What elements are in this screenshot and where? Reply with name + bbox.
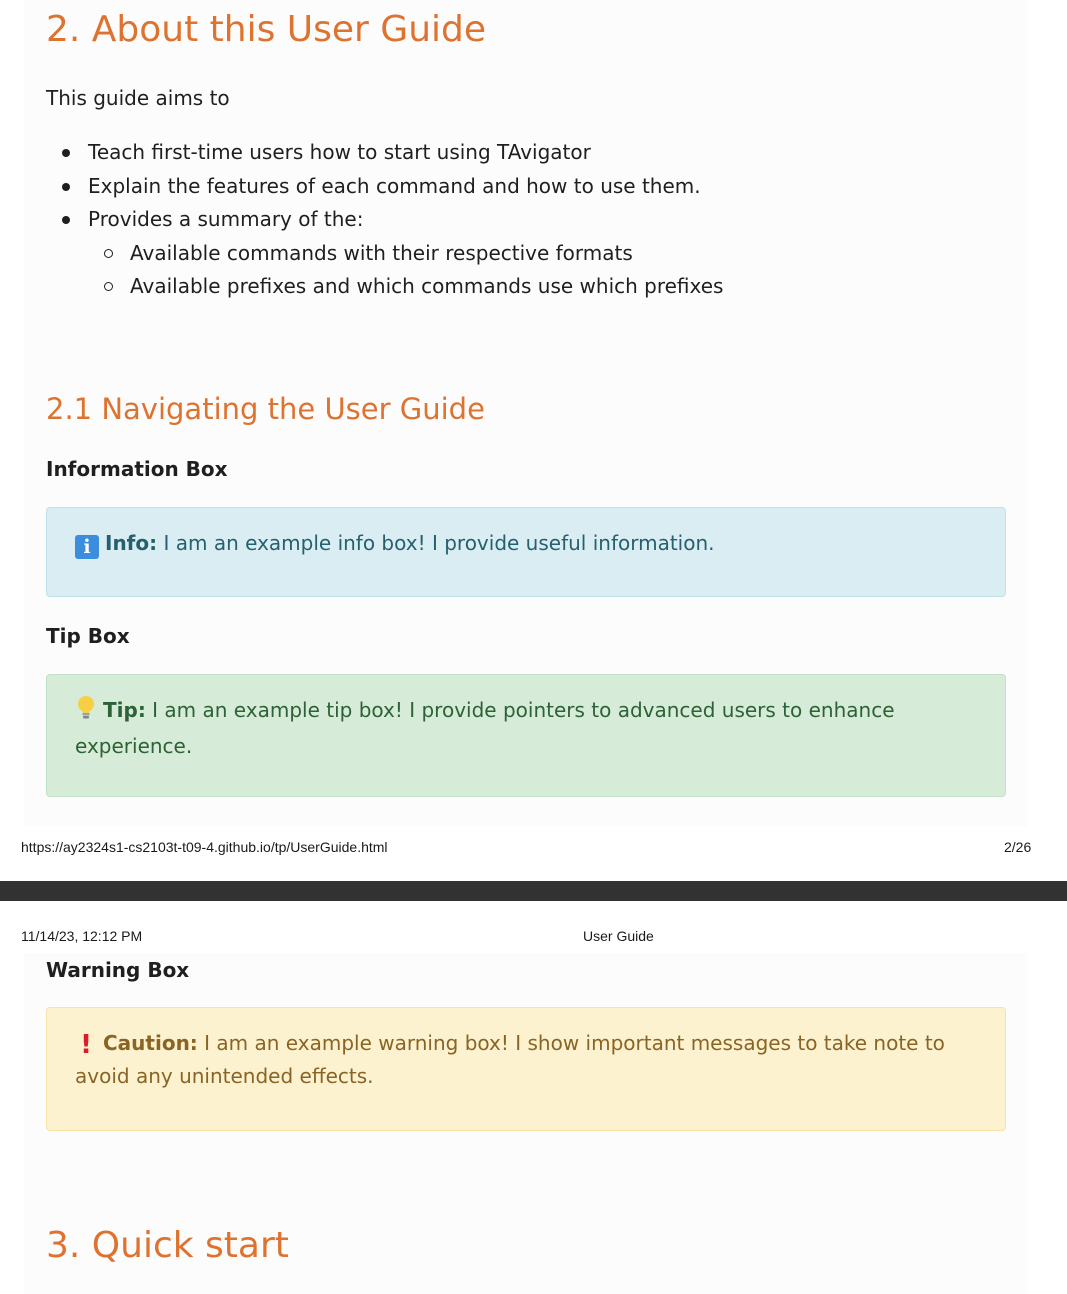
info-box-heading: Information Box xyxy=(46,457,228,481)
warning-label: Caution: xyxy=(103,1031,198,1055)
page-number: 2/26 xyxy=(1004,839,1032,855)
print-url: https://ay2324s1-cs2103t-t09-4.github.io/tp/UserGuide.html xyxy=(21,839,388,855)
exclamation-icon: ! xyxy=(80,1030,92,1060)
warning-text: I am an example warning box! I show important messages to take note to avoid any unintended effects. xyxy=(75,1031,945,1088)
list-item: Explain the features of each command and how to use them. xyxy=(46,170,946,204)
section-2-intro: This guide aims to xyxy=(46,86,230,110)
warning-box-heading: Warning Box xyxy=(46,958,190,982)
bullet-dot xyxy=(62,149,70,157)
info-box xyxy=(46,507,1006,597)
page-separator xyxy=(0,881,1067,901)
warning-box xyxy=(46,1007,1006,1131)
lightbulb-icon xyxy=(75,694,97,730)
info-icon: i xyxy=(75,535,99,559)
aims-list xyxy=(46,136,946,304)
bullet-circle xyxy=(104,249,113,258)
bullet-dot xyxy=(62,216,70,224)
bullet-dot xyxy=(62,183,70,191)
print-datetime: 11/14/23, 12:12 PM xyxy=(21,928,143,944)
list-item: Teach first-time users how to start using TAvigator xyxy=(46,136,946,170)
sub-list-item: Available commands with their respective formats xyxy=(46,237,946,271)
print-doc-title: User Guide xyxy=(583,928,654,944)
sub-list-item: Available prefixes and which commands use which prefixes xyxy=(46,270,946,304)
section-3-title: 3. Quick start xyxy=(46,1225,289,1266)
tip-box-heading: Tip Box xyxy=(46,624,130,648)
tip-text: I am an example tip box! I provide pointers to advanced users to enhance experience. xyxy=(75,698,895,758)
list-item: Provides a summary of the: xyxy=(46,203,946,237)
section-2-title: 2. About this User Guide xyxy=(46,9,487,50)
info-label: Info: xyxy=(105,531,158,555)
tip-box xyxy=(46,674,1006,797)
section-2-1-title: 2.1 Navigating the User Guide xyxy=(46,392,485,426)
bullet-circle xyxy=(104,282,113,291)
tip-label: Tip: xyxy=(103,698,146,722)
info-text: I am an example info box! I provide useful information. xyxy=(157,531,715,555)
